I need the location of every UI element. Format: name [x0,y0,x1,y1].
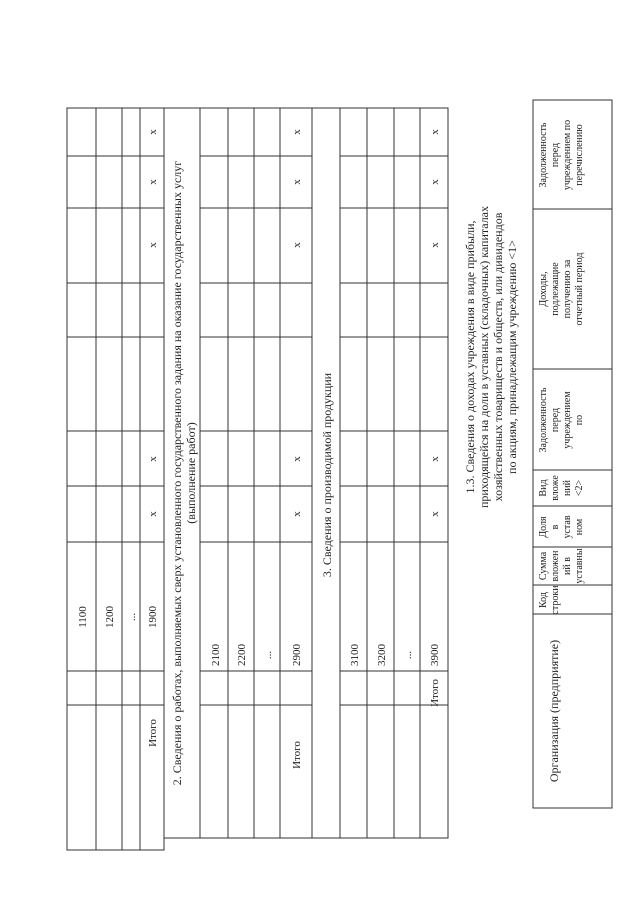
col-type-header: Вид [538,479,549,497]
col-code-header: Код [538,592,549,608]
section3-title: 3. Сведения о производимой продукции [320,372,334,578]
col-income-header: получению за [562,259,573,319]
x-mark: x [291,456,303,462]
col-income-header: отчетный период [574,252,585,326]
x-mark: x [291,179,303,185]
x-mark: x [429,242,441,248]
col-type-header: <2> [574,479,585,497]
col-sum-header: Сумма [538,551,549,581]
table-section2 [200,108,312,838]
total-label-1: Итого [147,719,159,747]
col-share-header: Доля [538,516,549,538]
col-type-header: ний [562,479,573,497]
code-ellipsis: ... [402,650,414,660]
x-mark: x [429,456,441,462]
code-1200: 1200 [104,606,116,628]
section2-subtitle: (выполнение работ) [184,422,198,524]
x-mark: x [429,511,441,517]
total-label-3: Итого [429,679,441,707]
col-debt2-header: учреждением по [562,119,573,191]
col-share-header: в [550,524,561,530]
code-2200: 2200 [236,644,248,666]
section2-header [164,108,200,838]
col-share-header: ном [574,518,585,536]
section3-header [312,108,340,838]
x-mark: x [147,129,159,135]
col-income-header: Доходы, [538,271,549,307]
col-debt-header: по [574,414,585,426]
table13-header [533,100,612,808]
col-debt-header: перед [550,407,561,433]
col-share-header: устав [562,515,573,539]
section13-line: хозяйственных товариществ и обществ, или дивидендов [491,212,505,502]
code-3900: 3900 [429,644,441,666]
code-2100: 2100 [210,644,222,666]
col-org-header: Организация (предприятие) [547,639,561,783]
section13-caption [463,206,519,508]
col-income-header: подлежащие [550,262,561,316]
table-section1 [67,108,164,850]
col-debt2-header: перед [550,142,561,168]
x-mark: x [291,242,303,248]
code-ellipsis: ... [126,612,138,622]
section13-line: приходящейся на доли в уставных (складочных) капиталах [477,205,491,509]
col-debt2-header: перечислению [574,124,585,186]
section13-line: 1.3. Сведения о доходах учреждения в виде прибыли, [463,220,477,494]
x-mark: x [291,129,303,135]
col-debt-header: Задолженность [538,387,549,453]
table-section3 [340,108,448,838]
code-2900: 2900 [291,644,303,666]
col-sum-header: ий в [562,557,573,575]
code-ellipsis: ... [262,650,274,660]
x-mark: x [147,456,159,462]
code-3100: 3100 [349,644,361,666]
x-mark: x [429,179,441,185]
col-sum-header: вложен [550,550,561,582]
x-mark: x [147,179,159,185]
x-mark: x [429,129,441,135]
x-mark: x [147,242,159,248]
code-1900: 1900 [147,606,159,628]
col-sum-header: уставны [574,548,585,584]
total-label-2: Итого [291,741,303,769]
col-debt2-header: Задолженность [538,122,549,188]
code-3200: 3200 [376,644,388,666]
col-code-header: строки [550,585,561,615]
col-type-header: вложе [550,475,561,501]
x-mark: x [291,511,303,517]
section13-line: по акциям, принадлежащим учреждению <1> [505,240,519,474]
section2-title: 2. Сведения о работах, выполняемых сверх установленного государственного задания на оказание государственных услуг [170,160,184,786]
col-debt-header: учреждением [562,391,573,449]
x-mark: x [147,511,159,517]
code-1100: 1100 [77,606,89,628]
